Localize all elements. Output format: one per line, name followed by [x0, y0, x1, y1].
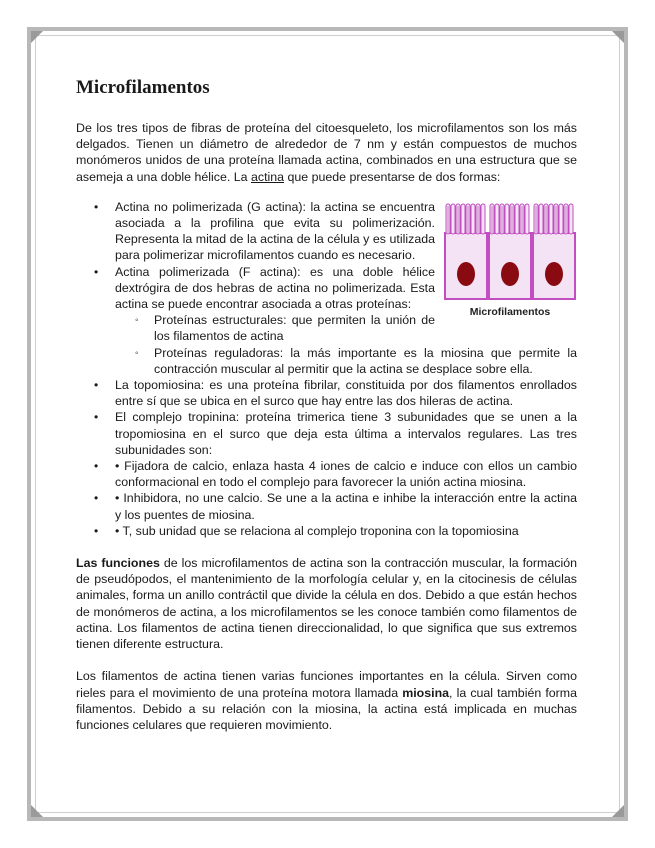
miosina-term: miosina — [402, 685, 450, 700]
closing-text: Los filamentos de actina tienen varias funciones importantes en la célula. Sirven como rieles para el movimiento de una proteína motora llamada — [76, 669, 577, 700]
closing-paragraph — [76, 668, 577, 733]
microfilament-cells-image — [442, 202, 582, 302]
functions-paragraph — [76, 555, 577, 652]
corner-ornament-top-left — [31, 31, 43, 43]
list-item: • • T, sub unidad que se relaciona al complejo troponina con la topomiosina — [115, 523, 577, 539]
list-item-text: Actina polimerizada (F actina): es una doble hélice dextrógira de dos hebras de actina no polimerizada. Esta actina se puede encontrar asociada a otras proteínas: — [115, 264, 435, 312]
functions-text: de los microfilamentos de actina son la contracción muscular, la formación de pseudópodos, el mantenimiento de la morfología celular y, en la citocinesis de células animales, forma un anillo contráctil que divide la célula en dos. Debido a que están hechos de monómeros de actina, a los microfilamentos se les conoce también como filamentos de actina. Los filamentos de actina tienen direccionalidad, lo que significa que sus extremos tienen diferente estructura. — [76, 556, 577, 652]
sub-list-item: ◦ Proteínas estructurales: que permiten la unión de los filamentos de actina — [154, 312, 435, 344]
cell — [445, 233, 487, 299]
list-item: • El complejo tropinina: proteína trimerica tiene 3 subunidades que se unen a la tropomiosina en el surco que deja esta última a intervalos regulares. Las tres subunidades son: — [115, 409, 577, 458]
cell — [489, 233, 531, 299]
page-title: Microfilamentos — [76, 77, 210, 98]
actina-link[interactable]: actina — [250, 169, 285, 184]
intro-paragraph — [76, 120, 577, 185]
list-item: • • Inhibidora, no une calcio. Se une a la actina e inhibe la interacción entre la actina y los puentes de miosina. — [115, 490, 577, 522]
figure-caption: Microfilamentos — [469, 306, 551, 318]
microvilli — [446, 204, 573, 234]
corner-ornament-top-right — [612, 31, 624, 43]
closing-text-end: , la cual también forma filamentos. Debido a su relación con la miosina, la actina está implicada en muchas funciones celulares que requieren movimiento. — [76, 685, 578, 732]
corner-ornament-bottom-left — [31, 805, 43, 817]
list-item: • La topomiosina: es una proteína fibrilar, constituida por dos filamentos enrollados entre sí que se ubica en el surco que hay entre las dos hileras de actina. — [115, 377, 577, 409]
corner-ornament-bottom-right — [612, 805, 624, 817]
intro-text-end: que puede presentarse de dos formas: — [284, 169, 501, 184]
functions-lead: Las funciones — [76, 556, 160, 571]
list-item: • • Fijadora de calcio, enlaza hasta 4 iones de calcio e induce con ellos un cambio conformacional en todo el complejo para favorecer la unión actina miosina. — [115, 458, 577, 490]
sub-list-item: ◦ Proteínas reguladoras: la más importante es la miosina que permite la contracción muscular al permitir que la actina se desplace sobre ella. — [154, 345, 577, 377]
list-item: • Actina no polimerizada (G actina): la actina se encuentra asociada a la profilina que evita su polimerización. Representa la mitad de la actina de la célula y es utilizada para polimerizar microfilamentos cuando es necesario. — [115, 199, 435, 264]
microfilament-illustration — [442, 202, 582, 320]
tropomyosin-list — [76, 377, 577, 539]
intro-text: De los tres tipos de fibras de proteína del citoesqueleto, los microfilamentos son los más delgados. Tienen un diámetro de alrededor de 7 nm y están compuestos de muchos monómeros unidos de una proteína llamada actina, combinados en una estructura que se asemeja a una doble hélice. La — [76, 121, 577, 184]
cell — [533, 233, 575, 299]
document-body — [76, 76, 577, 733]
